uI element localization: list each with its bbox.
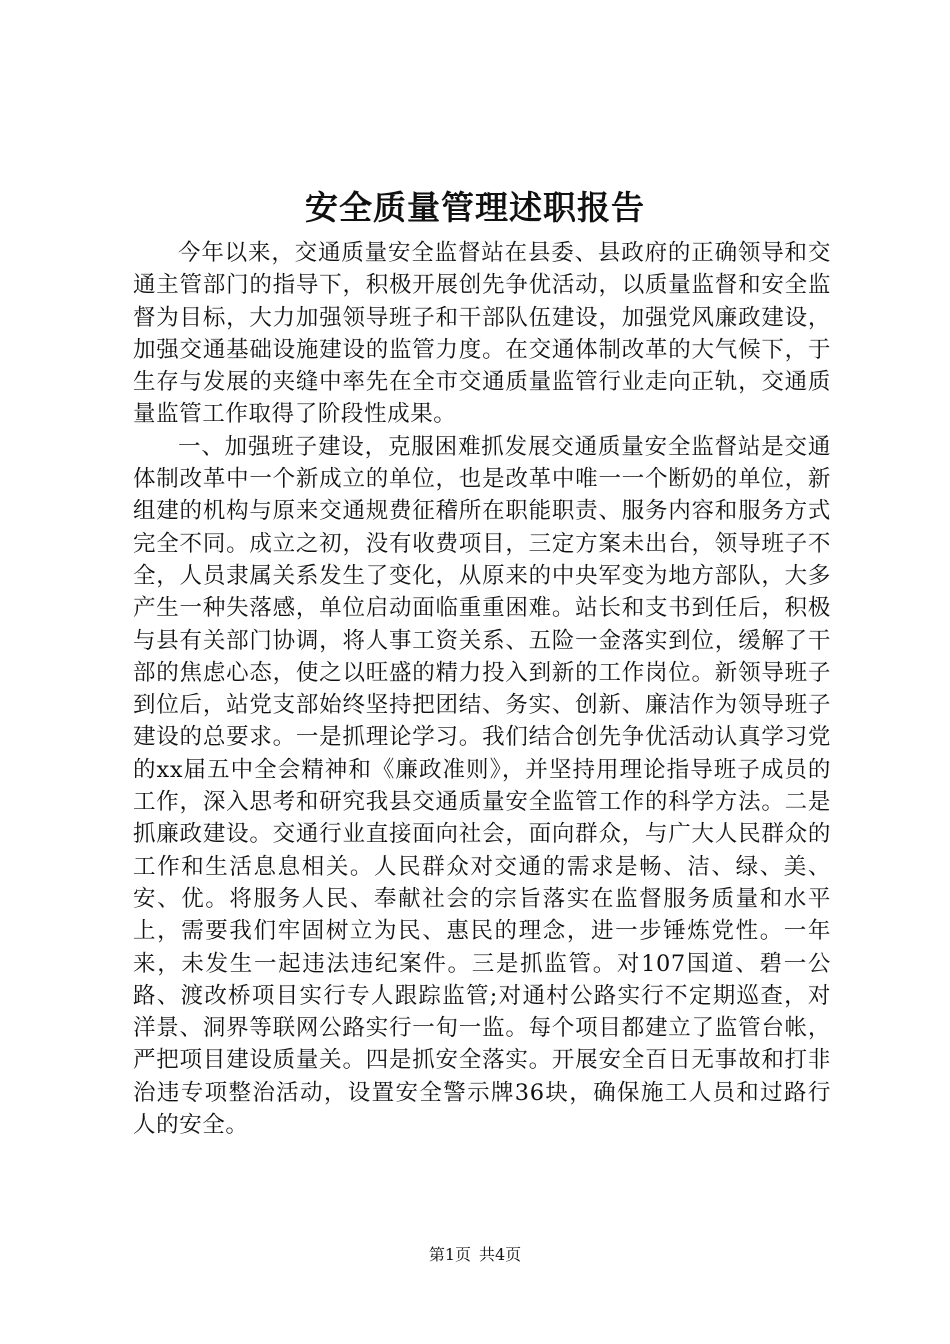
document-title: 安全质量管理述职报告 xyxy=(305,188,645,227)
page-number: 第1页 xyxy=(428,1245,471,1264)
paragraph-intro: 今年以来，交通质量安全监督站在县委、县政府的正确领导和交通主管部门的指导下，积极开展创先争优活动，以质量监督和安全监督为目标，大力加强领导班子和干部队伍建设，加强党风廉政建设，加强交通基础设施建设的监管力度。在交通体制改革的大气候下，于生存与发展的夹缝中率先在全市交通质量监管行业走向正轨，交通质量监管工作取得了阶段性成果。 xyxy=(133,240,831,428)
page-total: 共4页 xyxy=(479,1245,522,1264)
document-body xyxy=(133,237,831,1141)
paragraph-section-one: 一、加强班子建设，克服困难抓发展交通质量安全监督站是交通体制改革中一个新成立的单位，也是改革中唯一一个断奶的单位，新组建的机构与原来交通规费征稽所在职能职责、服务内容和服务方式完全不同。成立之初，没有收费项目，三定方案未出台，领导班子不全，人员隶属关系发生了变化，从原来的中央军变为地方部队，大多产生一种失落感，单位启动面临重重困难。站长和支书到任后，积极与县有关部门协调，将人事工资关系、五险一金落实到位，缓解了干部的焦虑心态，使之以旺盛的精力投入到新的工作岗位。新领导班子到位后，站党支部始终坚持把团结、务实、创新、廉洁作为领导班子建设的总要求。一是抓理论学习。我们结合创先争优活动认真学习党的xx届五中全会精神和《廉政准则》，并坚持用理论指导班子成员的工作，深入思考和研究我县交通质量安全监管工作的科学方法。二是抓廉政建设。交通行业直接面向社会，面向群众，与广大人民群众的工作和生活息息相关。人民群众对交通的需求是畅、洁、绿、美、安、优。将服务人民、奉献社会的宗旨落实在监督服务质量和水平上，需要我们牢固树立为民、惠民的理念，进一步锤炼党性。一年来，未发生一起违法违纪案件。三是抓监管。对107国道、碧一公路、渡改桥项目实行专人跟踪监管;对通村公路实行不定期巡查，对洋景、洞界等联网公路实行一旬一监。每个项目都建立了监管台帐，严把项目建设质量关。四是抓安全落实。开展安全百日无事故和打非治违专项整治活动，设置安全警示牌36块，确保施工人员和过路行人的安全。 xyxy=(133,433,831,1139)
page-footer xyxy=(0,1244,950,1266)
